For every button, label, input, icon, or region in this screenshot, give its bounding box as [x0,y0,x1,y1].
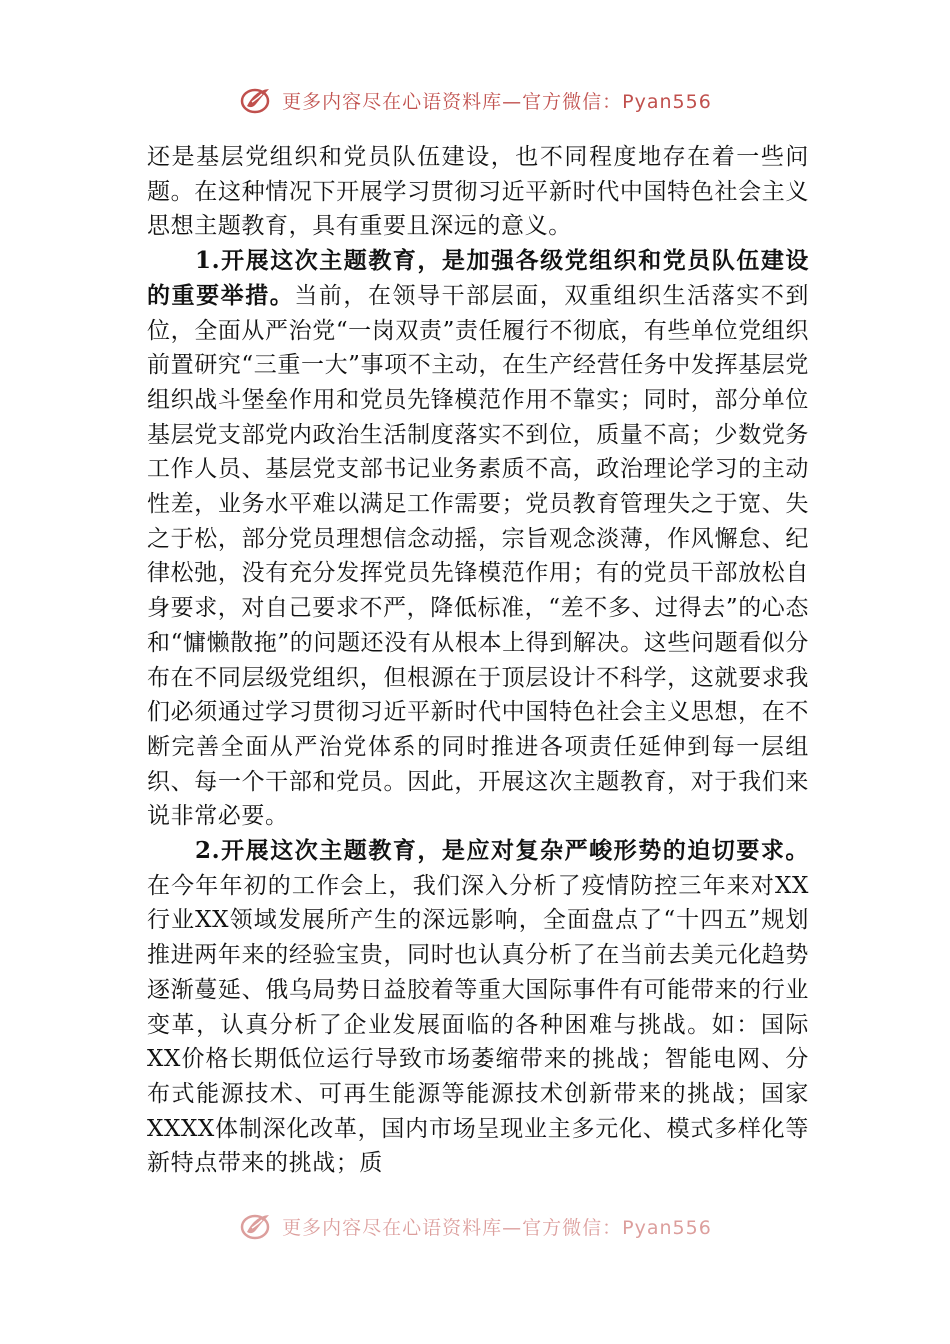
paragraph-intro [147,140,809,244]
paragraph-heading: 1.开展这次主题教育，是加强各级党组织和党员队伍建设的重要举措。 [147,247,809,309]
watermark-text: 更多内容尽在心语资料库—官方微信：Pyan556 [282,90,712,113]
document-body [147,140,809,1181]
brush-logo-icon [238,1210,276,1242]
paragraph-text: 当前，在领导干部层面，双重组织生活落实不到位，全面从严治党“一岗双责”责任履行不彻底，有些单位党组织前置研究“三重一大”事项不主动，在生产经营任务中发挥基层党组织战斗堡垒作用和党员先锋模范作用不靠实；同时，部分单位基层党支部党内政治生活制度落实不到位，质量不高；少数党务工作人员、基层党支部书记业务素质不高，政治理论学习的主动性差，业务水平难以满足工作需要；党员教育管理失之于宽、失之于松，部分党员理想信念动摇，宗旨观念淡薄，作风懈怠、纪律松弛，没有充分发挥党员先锋模范作用；有的党员干部放松自身要求，对自己要求不严，降低标准，“差不多、过得去”的心态和“慵懒散拖”的问题还没有从根本上得到解决。这些问题看似分布在不同层级党组织，但根源在于顶层设计不科学，这就要求我们必须通过学习贯彻习近平新时代中国特色社会主义思想，在不断完善全面从严治党体系的同时推进各项责任延伸到每一层组织、每一个干部和党员。因此，开展这次主题教育，对于我们来说非常必要。 [147,282,809,830]
brush-logo-icon [238,84,276,116]
watermark-footer [0,1210,950,1242]
watermark-text: 更多内容尽在心语资料库—官方微信：Pyan556 [282,1216,712,1239]
paragraph-heading: 2.开展这次主题教育，是应对复杂严峻形势的迫切要求。 [195,837,809,865]
paragraph-text: 还是基层党组织和党员队伍建设，也不同程度地存在着一些问题。在这种情况下开展学习贯彻习近平新时代中国特色社会主义思想主题教育，具有重要且深远的意义。 [147,144,809,240]
paragraph-text: 在今年年初的工作会上，我们深入分析了疫情防控三年来对XX行业XX领域发展所产生的深远影响，全面盘点了“十四五”规划推进两年来的经验宝贵，同时也认真分析了在当前去美元化趋势逐渐蔓延、俄乌局势日益胶着等重大国际事件有可能带来的行业变革，认真分析了企业发展面临的各种困难与挑战。如：国际XX价格长期低位运行导致市场萎缩带来的挑战；智能电网、分布式能源技术、可再生能源等能源技术创新带来的挑战；国家XXXX体制深化改革，国内市场呈现业主多元化、模式多样化等新特点带来的挑战；质 [147,872,809,1177]
watermark-header [0,84,950,116]
paragraph-point-2 [147,834,809,1181]
paragraph-point-1 [147,244,809,834]
